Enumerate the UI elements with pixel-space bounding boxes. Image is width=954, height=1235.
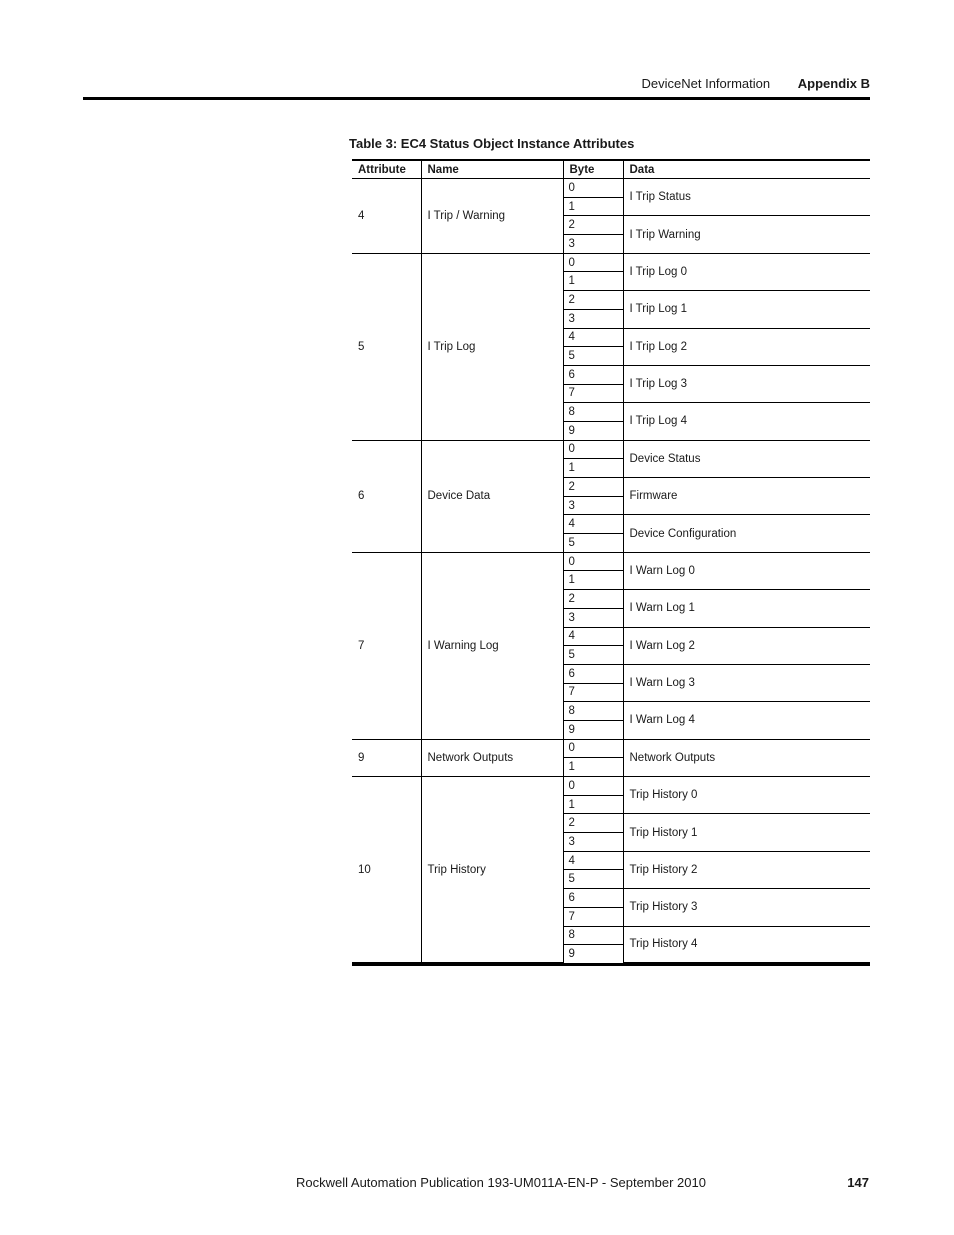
byte-cell: 4 (563, 328, 623, 347)
byte-cell: 9 (563, 945, 623, 963)
byte-cell: 1 (563, 197, 623, 216)
data-cell: Trip History 3 (623, 889, 870, 926)
byte-cell: 6 (563, 664, 623, 683)
byte-cell: 9 (563, 421, 623, 440)
table-row (352, 777, 870, 796)
byte-cell: 0 (563, 253, 623, 272)
attribute-cell: 5 (352, 253, 421, 440)
byte-cell: 2 (563, 291, 623, 310)
page-number: 147 (847, 1175, 869, 1190)
name-cell: Device Data (421, 440, 563, 552)
data-cell: I Trip Log 0 (623, 253, 870, 290)
table-row (352, 739, 870, 758)
byte-cell: 2 (563, 814, 623, 833)
header-appendix-label: Appendix B (797, 76, 870, 91)
table-header-row (352, 161, 870, 179)
data-cell: Firmware (623, 478, 870, 515)
data-cell: I Warn Log 1 (623, 590, 870, 627)
name-cell: Network Outputs (421, 739, 563, 776)
byte-cell: 7 (563, 384, 623, 403)
byte-cell: 8 (563, 702, 623, 721)
column-header-name: Name (421, 161, 563, 179)
table-row (352, 253, 870, 272)
byte-cell: 3 (563, 235, 623, 254)
byte-cell: 6 (563, 889, 623, 908)
data-cell: I Trip Warning (623, 216, 870, 253)
data-cell: Trip History 2 (623, 851, 870, 888)
byte-cell: 2 (563, 216, 623, 235)
data-cell: I Trip Log 4 (623, 403, 870, 440)
attribute-cell: 4 (352, 179, 421, 254)
column-header-attribute: Attribute (352, 161, 421, 179)
byte-cell: 9 (563, 720, 623, 739)
byte-cell: 8 (563, 926, 623, 945)
byte-cell: 0 (563, 739, 623, 758)
byte-cell: 1 (563, 758, 623, 777)
name-cell: I Trip / Warning (421, 179, 563, 254)
byte-cell: 4 (563, 851, 623, 870)
name-cell: I Warning Log (421, 552, 563, 739)
byte-cell: 6 (563, 365, 623, 384)
attribute-cell: 9 (352, 739, 421, 776)
table-body (352, 179, 870, 963)
byte-cell: 0 (563, 777, 623, 796)
data-cell: I Trip Log 2 (623, 328, 870, 365)
name-cell: Trip History (421, 777, 563, 963)
attribute-cell: 10 (352, 777, 421, 963)
data-cell: I Warn Log 0 (623, 552, 870, 589)
data-cell: Trip History 0 (623, 777, 870, 814)
table-title: Table 3: EC4 Status Object Instance Attributes (349, 136, 635, 151)
data-cell: I Warn Log 4 (623, 702, 870, 739)
table-row (352, 179, 870, 198)
byte-cell: 0 (563, 440, 623, 459)
data-cell: Device Configuration (623, 515, 870, 552)
running-header (642, 76, 870, 91)
data-cell: I Trip Log 3 (623, 365, 870, 402)
attribute-cell: 6 (352, 440, 421, 552)
header-rule (83, 97, 870, 100)
status-attributes-table (352, 161, 870, 963)
byte-cell: 0 (563, 552, 623, 571)
table-row (352, 552, 870, 571)
column-header-data: Data (623, 161, 870, 179)
byte-cell: 2 (563, 590, 623, 609)
data-cell: I Warn Log 3 (623, 664, 870, 701)
attribute-cell: 7 (352, 552, 421, 739)
byte-cell: 1 (563, 459, 623, 478)
byte-cell: 3 (563, 833, 623, 852)
data-cell: I Trip Log 1 (623, 291, 870, 328)
byte-cell: 5 (563, 870, 623, 889)
data-cell: Device Status (623, 440, 870, 477)
byte-cell: 1 (563, 272, 623, 291)
byte-cell: 8 (563, 403, 623, 422)
table-row (352, 440, 870, 459)
data-cell: I Trip Status (623, 179, 870, 216)
data-cell: Trip History 1 (623, 814, 870, 851)
column-header-byte: Byte (563, 161, 623, 179)
byte-cell: 4 (563, 515, 623, 534)
byte-cell: 7 (563, 907, 623, 926)
name-cell: I Trip Log (421, 253, 563, 440)
byte-cell: 3 (563, 608, 623, 627)
byte-cell: 5 (563, 347, 623, 366)
byte-cell: 5 (563, 646, 623, 665)
header-section-title: DeviceNet Information (641, 76, 771, 91)
byte-cell: 3 (563, 496, 623, 515)
table-bottom-rule (352, 963, 870, 966)
byte-cell: 1 (563, 571, 623, 590)
byte-cell: 0 (563, 179, 623, 198)
footer-publication: Rockwell Automation Publication 193-UM011A-EN-P - September 2010 (296, 1175, 706, 1190)
byte-cell: 3 (563, 309, 623, 328)
data-cell: Network Outputs (623, 739, 870, 776)
data-cell: Trip History 4 (623, 926, 870, 963)
byte-cell: 1 (563, 795, 623, 814)
byte-cell: 5 (563, 534, 623, 553)
byte-cell: 4 (563, 627, 623, 646)
byte-cell: 2 (563, 478, 623, 497)
data-cell: I Warn Log 2 (623, 627, 870, 664)
byte-cell: 7 (563, 683, 623, 702)
